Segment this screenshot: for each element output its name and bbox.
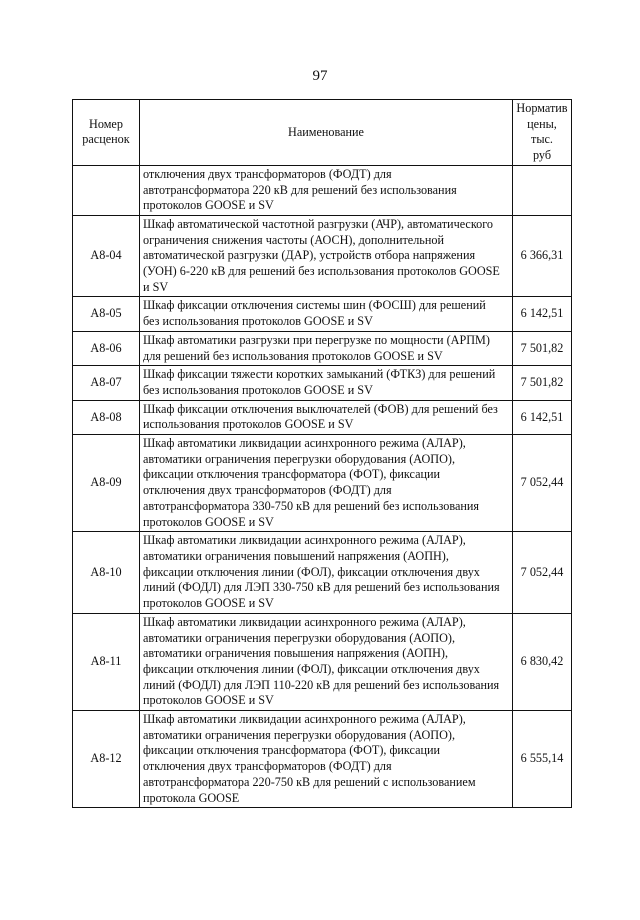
rate-name xyxy=(140,711,513,808)
rate-name-line: Шкаф автоматики ликвидации асинхронного режима (АЛАР), xyxy=(143,533,466,548)
rate-name-line: фиксации отключения трансформатора (ФОТ), фиксации xyxy=(143,467,441,482)
rate-name xyxy=(140,331,513,365)
rate-name-line: протоколов GOOSE и SV xyxy=(143,693,274,708)
rate-price: 7 501,82 xyxy=(513,366,572,400)
header-price xyxy=(513,100,572,166)
header-code-line: расценок xyxy=(82,132,130,147)
table-row xyxy=(73,165,572,215)
rate-name-line: Шкаф автоматики ликвидации асинхронного режима (АЛАР), xyxy=(143,436,466,451)
rate-name xyxy=(140,165,513,215)
rate-price: 6 142,51 xyxy=(513,400,572,434)
table-row xyxy=(73,435,572,532)
rate-price: 7 501,82 xyxy=(513,331,572,365)
rate-name-line: без использования протоколов GOOSE и SV xyxy=(143,314,373,329)
rate-name xyxy=(140,613,513,710)
rate-name-line: автоматики ограничения повышений напряжения (АОПН), xyxy=(143,548,449,563)
rate-name-line: протоколов GOOSE и SV xyxy=(143,596,274,611)
rate-name-line: Шкаф автоматики ликвидации асинхронного режима (АЛАР), xyxy=(143,614,466,629)
rate-code: А8-04 xyxy=(73,215,140,297)
rate-name-line: и SV xyxy=(143,279,169,294)
table-row xyxy=(73,366,572,400)
rate-code xyxy=(73,165,140,215)
rate-name-line: автоматики ограничения перегрузки оборудования (АОПО), xyxy=(143,727,455,742)
rate-name xyxy=(140,297,513,331)
rate-name-line: Шкаф автоматики ликвидации асинхронного режима (АЛАР), xyxy=(143,712,466,727)
rate-price: 6 142,51 xyxy=(513,297,572,331)
rate-name-line: Шкаф автоматики разгрузки при перегрузке по мощности (АРПМ) xyxy=(143,332,490,347)
rate-name-line: без использования протоколов GOOSE и SV xyxy=(143,382,373,397)
header-name: Наименование xyxy=(140,100,513,166)
header-code xyxy=(73,100,140,166)
table-row xyxy=(73,331,572,365)
header-price-line: цены, тыс. xyxy=(527,116,557,147)
rate-name xyxy=(140,532,513,614)
rate-price: 7 052,44 xyxy=(513,435,572,532)
rate-name xyxy=(140,400,513,434)
rate-name-line: автоматики ограничения перегрузки оборудования (АОПО), xyxy=(143,630,455,645)
rate-name-line: автотрансформатора 220-750 кВ для решений с использованием xyxy=(143,774,476,789)
table-row xyxy=(73,400,572,434)
rate-name-line: протоколов GOOSE и SV xyxy=(143,198,274,213)
rate-name-line: Шкаф фиксации тяжести коротких замыканий (ФТКЗ) для решений xyxy=(143,367,496,382)
rate-price: 7 052,44 xyxy=(513,532,572,614)
table-row xyxy=(73,215,572,297)
rate-code: А8-09 xyxy=(73,435,140,532)
rate-price: 6 366,31 xyxy=(513,215,572,297)
rate-name-line: отключения двух трансформаторов (ФОДТ) для xyxy=(143,483,392,498)
rate-name-line: фиксации отключения трансформатора (ФОТ), фиксации xyxy=(143,743,441,758)
rate-name-line: протоколов GOOSE и SV xyxy=(143,514,274,529)
table-row xyxy=(73,297,572,331)
rate-code: А8-07 xyxy=(73,366,140,400)
rate-name-line: Шкаф фиксации отключения выключателей (ФОВ) для решений без xyxy=(143,401,498,416)
rate-code: А8-10 xyxy=(73,532,140,614)
rate-code: А8-06 xyxy=(73,331,140,365)
rate-name xyxy=(140,435,513,532)
rate-name-line: фиксации отключения линии (ФОЛ), фиксации отключения двух xyxy=(143,661,480,676)
rate-price xyxy=(513,165,572,215)
table-row xyxy=(73,532,572,614)
rate-name-line: Шкаф фиксации отключения системы шин (ФОСШ) для решений xyxy=(143,298,486,313)
table-row xyxy=(73,711,572,808)
rate-code: А8-11 xyxy=(73,613,140,710)
header-code-line: Номер xyxy=(89,116,123,131)
rate-code: А8-08 xyxy=(73,400,140,434)
rates-table xyxy=(72,99,572,808)
rate-name-line: линий (ФОДЛ) для ЛЭП 110-220 кВ для решений без использования xyxy=(143,677,500,692)
rate-name-line: автотрансформатора 330-750 кВ для решений без использования xyxy=(143,498,480,513)
rate-code: А8-12 xyxy=(73,711,140,808)
page-number: 97 xyxy=(312,68,328,84)
rate-price: 6 555,14 xyxy=(513,711,572,808)
table-header xyxy=(73,100,572,166)
rate-name-line: для решений без использования протоколов GOOSE и SV xyxy=(143,348,443,363)
rate-name-line: отключения двух трансформаторов (ФОДТ) для xyxy=(143,166,392,181)
rate-name-line: ограничения снижения частоты (АОСН), дополнительной xyxy=(143,232,444,247)
rate-name xyxy=(140,215,513,297)
rate-name-line: протокола GOOSE xyxy=(143,790,240,805)
rate-name-line: отключения двух трансформаторов (ФОДТ) для xyxy=(143,759,392,774)
header-price-line: руб xyxy=(532,148,552,163)
table-row xyxy=(73,613,572,710)
rate-code: А8-05 xyxy=(73,297,140,331)
rate-name-line: автоматики ограничения перегрузки оборудования (АОПО), xyxy=(143,451,455,466)
rate-name-line: автоматики ограничения повышения напряжения (АОПН), xyxy=(143,646,448,661)
rate-name-line: линий (ФОДЛ) для ЛЭП 330-750 кВ для решений без использования xyxy=(143,580,500,595)
rate-name-line: (УОН) 6-220 кВ для решений без использования протоколов GOOSE xyxy=(143,264,500,279)
rate-name-line: использования протоколов GOOSE и SV xyxy=(143,417,354,432)
rate-name-line: фиксации отключения линии (ФОЛ), фиксации отключения двух xyxy=(143,564,480,579)
header-price-line: Норматив xyxy=(516,101,568,115)
rate-name xyxy=(140,366,513,400)
rate-price: 6 830,42 xyxy=(513,613,572,710)
rate-name-line: автотрансформатора 220 кВ для решений без использования xyxy=(143,182,457,197)
table-body xyxy=(73,165,572,807)
rate-name-line: Шкаф автоматической частотной разгрузки (АЧР), автоматического xyxy=(143,216,494,231)
rate-name-line: автоматической разгрузки (ДАР), устройств отбора напряжения xyxy=(143,248,476,263)
